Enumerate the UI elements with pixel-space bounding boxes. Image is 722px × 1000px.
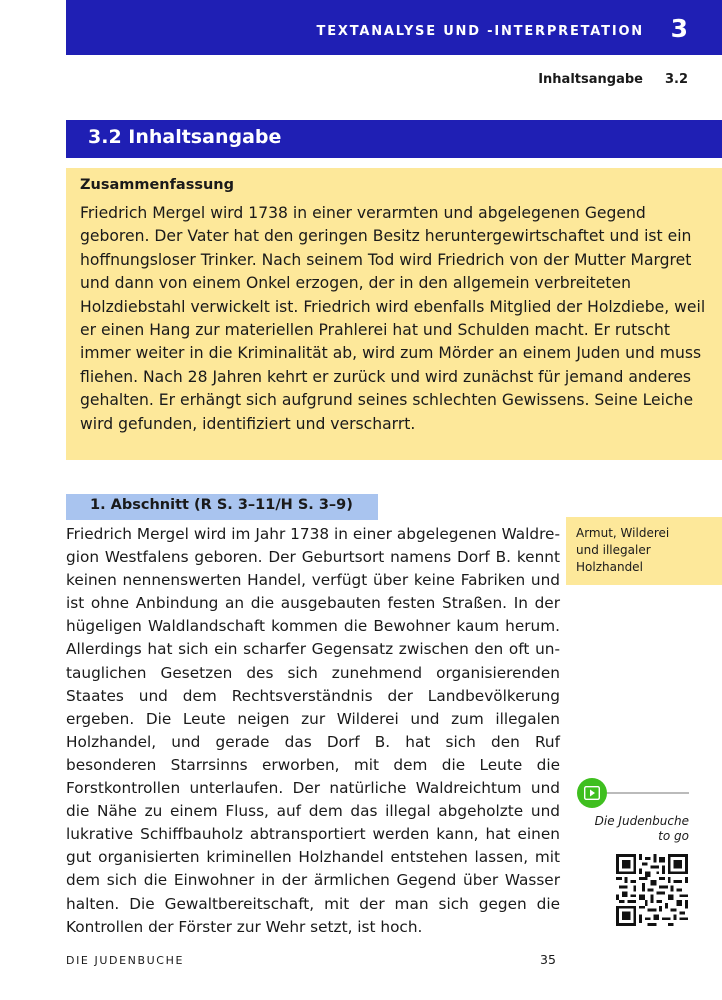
section-label-number: 3.2 (664, 72, 688, 87)
chapter-title: TEXTANALYSE UND -INTERPRETATION (316, 24, 644, 39)
video-caption (577, 814, 689, 844)
margin-note-line: Holzhandel (576, 560, 643, 574)
summary-text: Friedrich Mergel wird 1738 in einer verarmten und abgelegenen Gegend geboren. Der Vater hat den geringen Besitz heruntergewirtschaftet und ist ein hoffnungsloser Trinker. Nach seinem Tod wird Friedrich von der Mutter Margret und dann von einem Onkel erzogen, der in den allgemein verbreiteten Holzdiebstahl verwickelt ist. Friedrich wird ebenfalls Mitglied der Holzdiebe, weil er einen Hang zur materiellen Prahlerei hat und Schulden macht. Er rutscht immer weiter in die Kriminalität ab, wird zum Mörder an einem Juden und muss fliehen. Nach 28 Jahren kehrt er zurück und wird zunächst für jemand anderes gehalten. Er erhängt sich aufgrund seines schlechten Gewissens. Seine Leiche wird gefunden, identifiziert und verscharrt. (80, 204, 706, 433)
section-heading-bar (66, 120, 722, 158)
summary-title: Zusammenfassung (80, 177, 235, 193)
video-divider-line (607, 792, 689, 794)
qr-code-icon[interactable] (616, 854, 688, 926)
margin-note (566, 517, 722, 585)
abschnitt-heading-bar (66, 494, 378, 520)
running-section-label (538, 72, 688, 87)
summary-box (66, 168, 722, 460)
video-caption-line: Die Judenbuche (594, 814, 689, 828)
footer-book-title: DIE JUDENBUCHE (66, 954, 185, 967)
margin-note-line: und illegaler (576, 543, 651, 557)
video-caption-line: to go (658, 829, 689, 843)
section-heading: 3.2 Inhaltsangabe (88, 126, 282, 148)
abschnitt-body-text: Friedrich Mergel wird im Jahr 1738 in einer abgelegenen Waldregion Westfalens geboren. Der Geburtsort namens Dorf B. kennt keinen nennenswerten Handel, verfügt über keine Fabriken und ist ohne Anbindung an die ausgebauten festen Straßen. In der hügeligen Waldlandschaft kommen die Bewohner kaum herum. Allerdings hat sich ein scharfer Gegensatz zwischen den oft untauglichen Gesetzen des sich zunehmend organisierenden Staates und dem Rechtsverständnis der Landbevölkerung ergeben. Die Leute neigen zur Wilderei und zum illegalen Holzhandel, und gerade das Dorf B. hat sich den Ruf besonderen Starrsinns erworben, mit dem die Leute die Forstkontrollen unterlaufen. Der natürliche Waldreichtum und die Nähe zu einem Fluss, auf dem das illegal abgeholzte und lukrative Schiffbauholz abtransportiert werden kann, hat einen gut organisierten kriminellen Holzhandel entstehen lassen, mit dem sich die Einwohner in der ärmlichen Gegend über Wasser halten. Die Gewaltbereitschaft, mit der man sich gegen die Kontrollen der Förster zur Wehr setzt, ist hoch. (66, 525, 560, 936)
chapter-header-bar (66, 0, 722, 55)
abschnitt-heading: 1. Abschnitt (R S. 3–11/H S. 3–9) (90, 497, 353, 513)
play-icon[interactable] (577, 778, 607, 808)
page-number: 35 (540, 952, 556, 967)
chapter-number: 3 (670, 14, 688, 43)
margin-note-line: Armut, Wilderei (576, 526, 670, 540)
section-label-text: Inhaltsangabe (538, 72, 643, 87)
